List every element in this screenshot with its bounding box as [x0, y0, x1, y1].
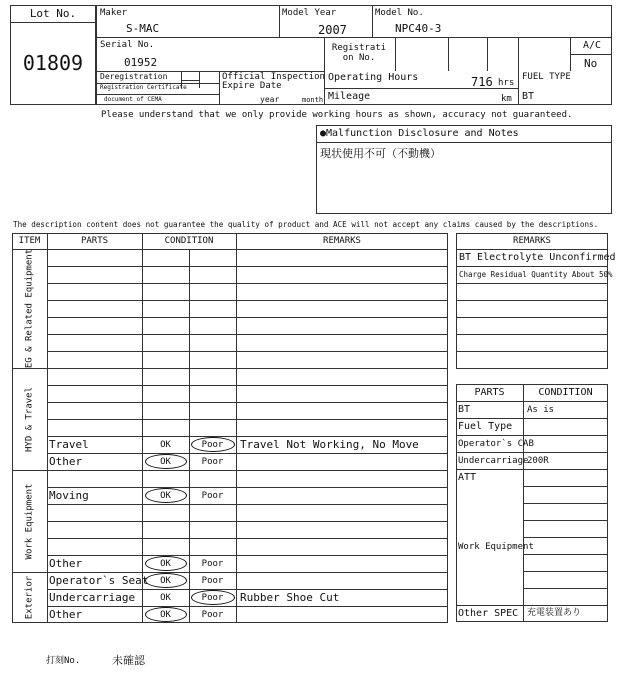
part-operators-seat: Operator`s Seat — [49, 574, 149, 587]
lot-number: 01809 — [22, 51, 84, 75]
condition-poor: Poor — [201, 610, 224, 620]
hrs-unit: hrs — [498, 78, 515, 88]
serial-value: 01952 — [124, 56, 158, 69]
ac-value: No — [584, 57, 598, 70]
model-year-value: 2007 — [318, 23, 347, 37]
stamp-value: 未確認 — [112, 654, 145, 667]
condition-ok: OK — [160, 576, 171, 586]
side-remarks-header: REMARKS — [513, 236, 551, 246]
part-travel: Travel — [49, 438, 89, 451]
model-year-label: Model Year — [282, 8, 337, 18]
part-undercarriage: Undercarriage — [49, 591, 136, 604]
section-hyd-travel: HYD & Travel — [24, 386, 35, 453]
side-part-fuel-type: Fuel Type — [458, 421, 513, 432]
operating-hours-label: Operating Hours — [328, 72, 419, 83]
malfunction-text: 現状使用不可（不動機） — [320, 147, 441, 160]
km-unit: km — [501, 94, 512, 104]
registration-certificate-label: Registration Certificate — [100, 84, 187, 91]
side-part-undercarriage: Undercarriage — [458, 456, 529, 466]
ac-label: A/C — [583, 40, 602, 51]
stamp-label: 打刻No. — [46, 656, 81, 666]
condition-poor: Poor — [201, 440, 224, 450]
header-remarks: REMARKS — [323, 236, 361, 246]
condition-poor: Poor — [201, 491, 224, 501]
serial-label: Serial No. — [100, 40, 155, 50]
condition-poor: Poor — [201, 593, 224, 603]
hours-notice: Please understand that we only provide working hours as shown, accuracy not guaranteed. — [101, 110, 573, 120]
inspection-label-2: Expire Date — [222, 81, 282, 91]
side-remarks-line-1: BT Electrolyte Unconfirmed — [459, 252, 616, 263]
side-condition-other-spec: 充電装置あり — [527, 608, 582, 618]
cema-label: document of CEMA — [104, 96, 162, 103]
side-part-bt: BT — [458, 404, 471, 415]
condition-ok: OK — [160, 593, 171, 603]
registration-label: Registrati on No. — [331, 43, 387, 63]
condition-ok: OK — [160, 559, 171, 569]
disclaimer: The description content does not guarantee the quality of product and ACE will not accept any claims caused by the descriptions. — [13, 220, 599, 229]
deregistration-label: Deregistration — [100, 72, 168, 81]
fuel-type-value: BT — [522, 91, 535, 102]
side-condition-bt: As is — [527, 405, 555, 415]
model-no-label: Model No. — [375, 8, 424, 18]
remark-undercarriage: Rubber Shoe Cut — [240, 591, 340, 604]
maker-value: S-MAC — [126, 22, 160, 35]
month-label: month — [302, 96, 324, 104]
malfunction-title: ●Malfunction Disclosure and Notes — [320, 128, 519, 139]
section-eg-related: EG & Related Equipment — [24, 248, 35, 369]
side-condition-undercarriage: 200R — [527, 456, 549, 466]
part-other: Other — [49, 608, 83, 621]
side-part-operators-cab: Operator`s CAB — [458, 439, 534, 449]
part-moving: Moving — [49, 489, 89, 502]
condition-poor: Poor — [201, 576, 224, 586]
side-part-work-equipment: Work Equipment — [458, 542, 534, 552]
condition-ok: OK — [160, 610, 171, 620]
part-other: Other — [49, 557, 83, 570]
header-parts: PARTS — [80, 236, 109, 246]
mileage-label: Mileage — [328, 91, 371, 102]
condition-ok: OK — [160, 491, 171, 501]
remark-travel: Travel Not Working, No Move — [240, 438, 419, 451]
condition-ok: OK — [160, 457, 171, 467]
header-condition: CONDITION — [164, 236, 214, 246]
side-part-att: ATT — [458, 472, 477, 483]
condition-poor: Poor — [201, 457, 224, 467]
inspection-label-1: Official Inspection — [222, 72, 325, 82]
part-other: Other — [49, 455, 83, 468]
fuel-type-label: FUEL TYPE — [522, 72, 571, 82]
year-label: year — [260, 95, 280, 104]
section-work-equipment: Work Equipment — [24, 483, 35, 560]
condition-ok: OK — [160, 440, 171, 450]
side-part-other-spec: Other SPEC — [458, 608, 519, 619]
header-item: ITEM — [18, 236, 41, 246]
side-parts-header: PARTS — [474, 387, 505, 398]
condition-poor: Poor — [201, 559, 224, 569]
maker-label: Maker — [100, 8, 128, 18]
lot-label: Lot No. — [29, 7, 77, 20]
model-no-value: NPC40-3 — [395, 22, 442, 35]
section-exterior: Exterior — [24, 575, 35, 620]
operating-hours-value: 716 — [471, 75, 493, 89]
side-remarks-line-2: Charge Residual Quantity About 50% — [459, 270, 613, 279]
side-condition-header: CONDITION — [538, 387, 593, 398]
